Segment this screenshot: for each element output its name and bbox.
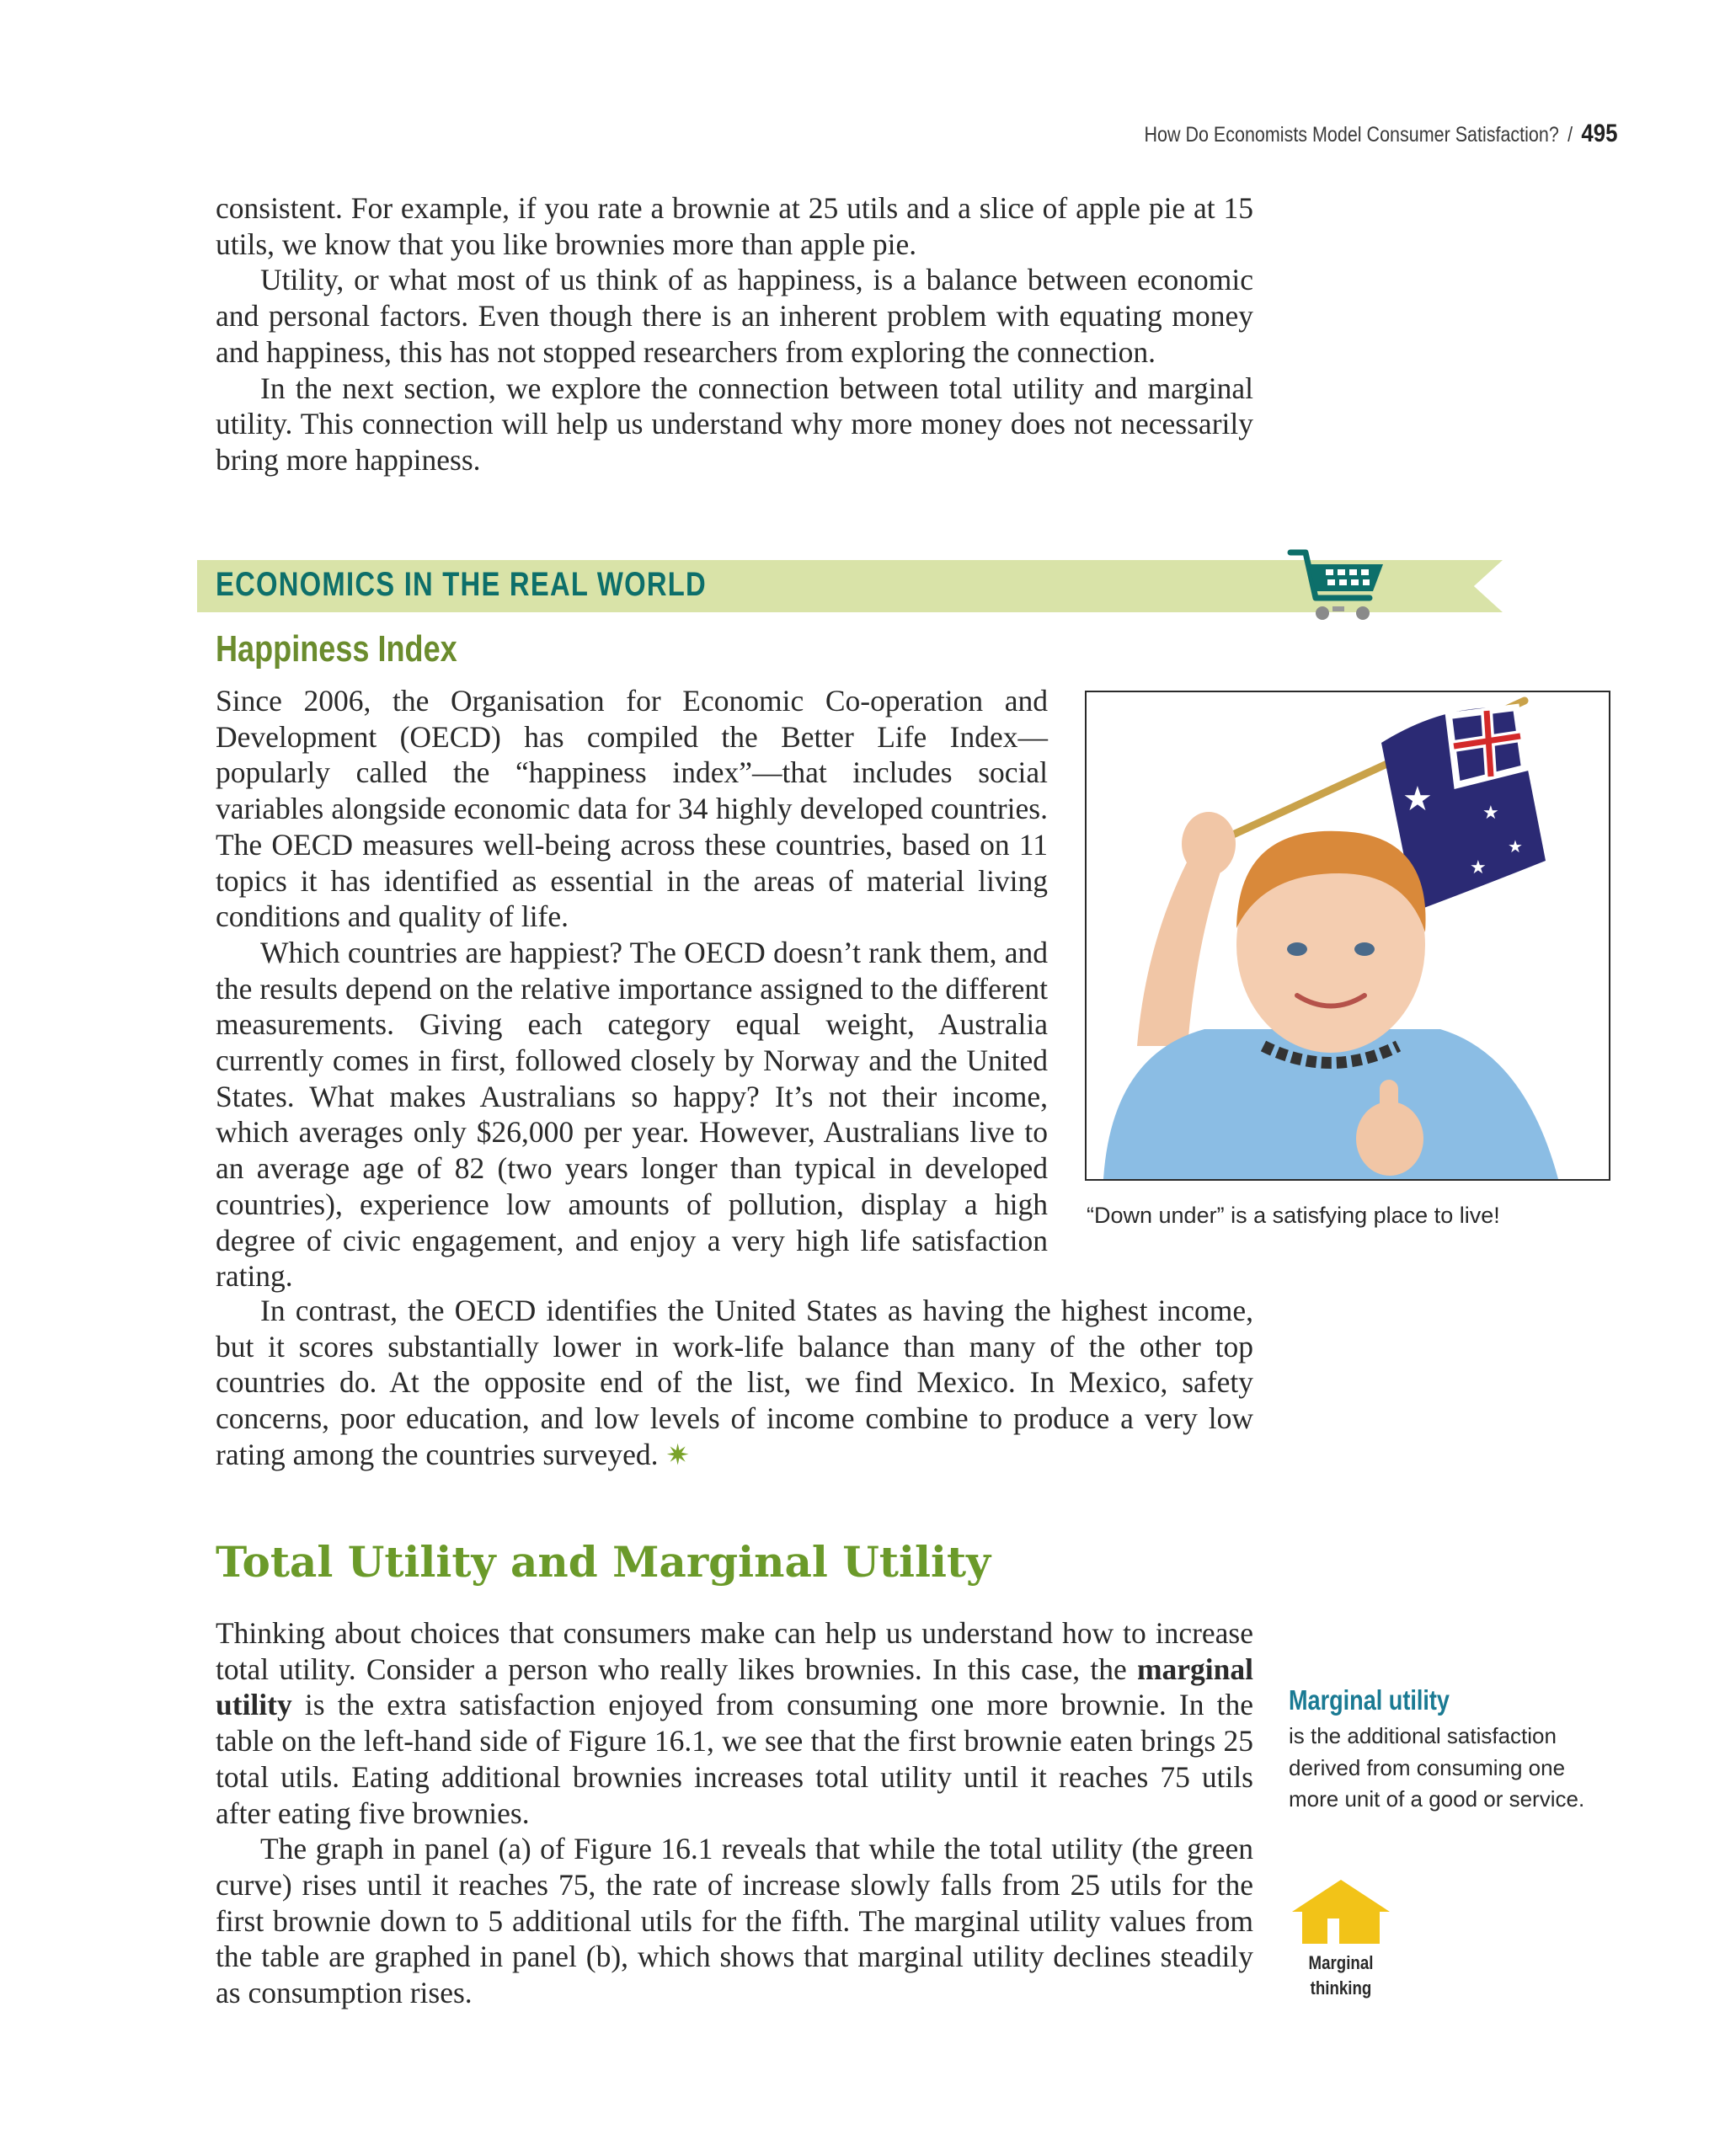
shopping-cart-icon: [1287, 546, 1388, 627]
section-paragraph-2: The graph in panel (a) of Figure 16.1 reveals that while the total utility (the green curve) rises until it reaches 75, the rate of increase slowly falls from 25 utils for the first brownie down to 5 additional utils for the fifth. The marginal utility values from the table are graphed in panel (b), which shows that marginal utility declines steadily as consumption rises.: [216, 1832, 1253, 2010]
svg-text:★: ★: [1470, 857, 1487, 878]
feature-paragraph-2: Which countries are happiest? The OECD doesn’t rank them, and the results depend on the relative importance assigned to the different measurements. Giving each category equal weight, Australia currently comes in first, followed closely by Norway and the United States. What makes Australians so happy? It’s not their income, which averages only $26,000 per year. However, Australians live to an average age of 82 (two years longer than typical in developed countries), experience low amounts of pollution, display a high degree of civic engagement, and enjoy a very high life satisfaction rating.: [216, 935, 1048, 1294]
feature-title: Happiness Index: [216, 628, 457, 670]
section-title: Total Utility and Marginal Utility: [216, 1537, 991, 1587]
svg-text:★: ★: [1520, 873, 1533, 889]
boy-with-flag-illustration: [1087, 692, 1609, 1179]
key-term-marginal-utility: marginal utility: [216, 1652, 1253, 1722]
intro-paragraph-1: consistent. For example, if you rate a brownie at 25 utils and a slice of apple pie at 15 utils, we know that you like brownies more than apple pie.: [216, 191, 1253, 261]
feature-text-wide: [216, 1293, 1253, 1474]
svg-text:★: ★: [1402, 780, 1433, 819]
photo-boy-with-flag: [1085, 691, 1610, 1181]
svg-text:★: ★: [1508, 836, 1523, 857]
house-icon: [1289, 1876, 1393, 1947]
feature-banner-label: ECONOMICS IN THE REAL WORLD: [216, 566, 707, 603]
running-head: [1144, 120, 1617, 148]
star-burst-icon: ✷: [665, 1438, 690, 1472]
feature-paragraph-3: [216, 1293, 1253, 1474]
margin-term: Marginal utility: [1289, 1684, 1450, 1716]
margin-definition: is the additional satisfaction derived from consuming one more unit of a good or service.: [1289, 1723, 1585, 1812]
feature-paragraph-3-text: In contrast, the OECD identifies the United States as having the highest income, but it scores substantially lower in work-life balance than many of the other top countries do. At the opposite end of the list, we find Mexico. In Mexico, safety concerns, poor education, and low levels of income combine to produce a very low rating among the countries surveyed.: [216, 1294, 1253, 1471]
section-paragraph-1-before: Thinking about choices that consumers make can help us understand how to increase total utility. Consider a person who really likes brownies. In this case, the: [216, 1616, 1253, 1686]
marginal-thinking-label: Marginal thinking: [1308, 1952, 1374, 1999]
feature-paragraph-1: Since 2006, the Organisation for Economic Co-operation and Development (OECD) has compiled the Better Life Index—popularly called the “happiness index”—that includes social variables alongside economic data for 34 highly developed countries. The OECD measures well-being across these countries, based on 11 topics it has identified as essential in the areas of material living conditions and quality of life.: [216, 684, 1048, 934]
intro-paragraph-3: In the next section, we explore the connection between total utility and marginal utility. This connection will help us understand why more money does not necessarily bring more happiness.: [216, 371, 1253, 477]
photo-caption: “Down under” is a satisfying place to live!: [1087, 1203, 1500, 1228]
section-paragraph-1: [216, 1615, 1253, 1831]
section-text: [216, 1615, 1253, 2011]
intro-text: [216, 190, 1253, 478]
feature-text-narrow: [216, 683, 1048, 1294]
page-number: 495: [1580, 120, 1617, 147]
running-head-separator: /: [1567, 123, 1573, 147]
running-title: How Do Economists Model Consumer Satisfaction?: [1144, 123, 1559, 147]
section-paragraph-1-after: is the extra satisfaction enjoyed from consuming one more brownie. In the table on the left-hand side of Figure 16.1, we see that the first brownie eaten brings 25 total utils. Eating additional brownies increases total utility until it reaches 75 utils after eating five brownies.: [216, 1688, 1253, 1830]
intro-paragraph-2: Utility, or what most of us think of as happiness, is a balance between economic and personal factors. Even though there is an inherent problem with equating money and happiness, this has not stopped researchers from exploring the connection.: [216, 263, 1253, 369]
svg-text:★: ★: [1482, 803, 1499, 824]
